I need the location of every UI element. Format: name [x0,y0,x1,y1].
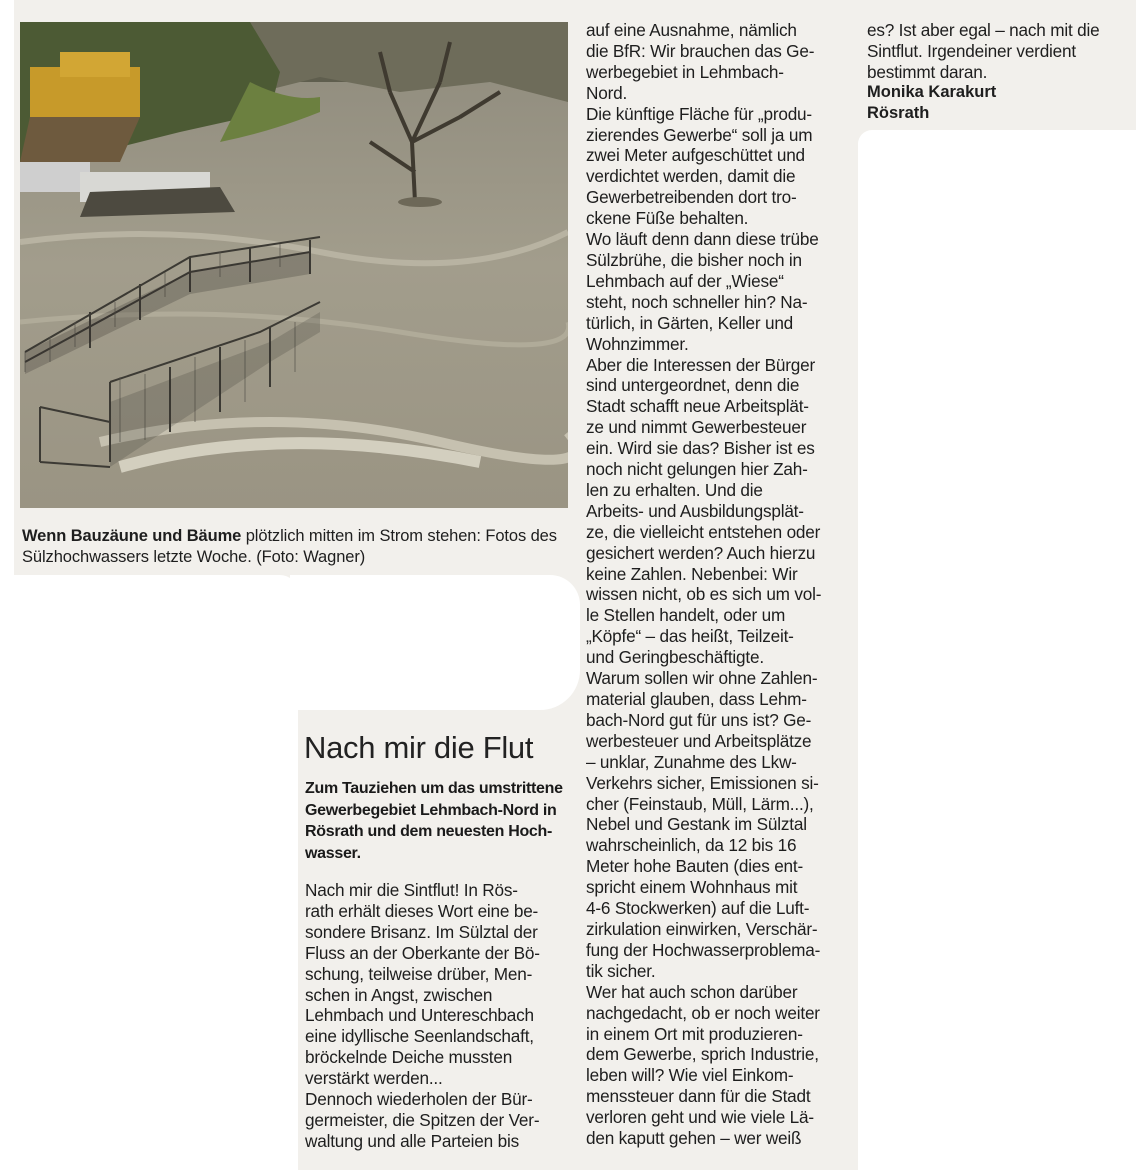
author-name: Monika Karakurt [867,83,997,101]
article-column-center: auf eine Ausnahme, nämlich die BfR: Wir brauchen das Ge- werbegebiet in Lehmbach- Nord. Die künftige Fläche für „produ- zierendes Gewerbe“ soll ja um zwei Meter aufgeschüttet und verdichtet werden, damit die Gewerbetreibenden dort tro- ckene Füße behalten. Wo läuft denn dann diese trübe Sülzbrühe, die bisher noch in Lehmbach auf der „Wiese“ steht, noch schneller hin? Na- türlich, in Gärten, Keller und Wohnzimmer. Aber die Interessen der Bürger sind untergeordnet, denn die Stadt schafft neue Arbeitsplät- ze und nimmt Gewerbesteuer ein. Wird sie das? Bisher ist es noch nicht gelungen hier Zah- len zu erhalten. Und die Arbeits- und Ausbildungsplät- ze, die vielleicht entstehen oder gesichert werden? Auch hierzu keine Zahlen. Nebenbei: Wir wissen nicht, ob es sich um vol- le Stellen handelt, oder um „Köpfe“ – das heißt, Teilzeit- und Geringbeschäftigte. Warum sollen wir ohne Zahlen- material glauben, dass Lehm- bach-Nord gut für uns ist? Ge- werbesteuer und Arbeitsplätze – unklar, Zunahme des Lkw- Verkehrs sicher, Emissionen si- cher (Feinstaub, Müll, Lärm...), Nebel und Gestank im Sülztal wahrscheinlich, da 12 bis 16 Meter hohe Bauten (dies ent- spricht einem Wohnhaus mit 4-6 Stockwerken) auf die Luft- zirkulation einwirken, Verschär- fung der Hochwasserproblema- tik sicher. Wer hat auch schon darüber nachgedacht, ob er noch weiter in einem Ort mit produzieren- dem Gewerbe, sprich Industrie, leben will? Wie viel Einkom- menssteuer dann für die Stadt verloren geht und wie viele Lä- den kaputt gehen – wer weiß [586,20,822,1149]
author-signature [867,82,1127,124]
caption-text: plötzlich mitten im Strom stehen: Fotos des Sülzhochwassers letzte Woche. (Foto: Wagner) [22,527,557,566]
author-place: Rösrath [867,104,930,122]
article-column-left: Nach mir die Sintflut! In Rös- rath erhält dieses Wort eine be- sondere Brisanz. Im Sülztal der Fluss an der Oberkante der Bö- schung, teilweise drüber, Men- schen in Angst, zwischen Lehmbach und Untereschbach eine idyllische Seenlandschaft, bröckelnde Deiche mussten verstärkt werden... Dennoch wiederholen der Bür- germeister, die Spitzen der Ver- waltung und alle Parteien bis [305,880,540,1151]
caption-bold: Wenn Bauzäune und Bäume [22,527,242,545]
blank-area [0,575,298,1170]
article-deck: Zum Tauziehen um das umstrittene Gewerbegebiet Lehmbach-Nord in Rösrath und dem neuesten Hoch- wasser. [305,780,563,862]
flood-photo [20,22,568,508]
blank-area [858,130,1136,1170]
flood-photo-icon [20,22,568,508]
blank-area [290,575,580,710]
photo-caption [22,526,582,568]
article-headline: Nach mir die Flut [304,730,534,765]
blank-area [0,0,14,575]
article-column-right: es? Ist aber egal – nach mit die Sintflut. Irgendeiner verdient bestimmt daran. [867,20,1100,82]
